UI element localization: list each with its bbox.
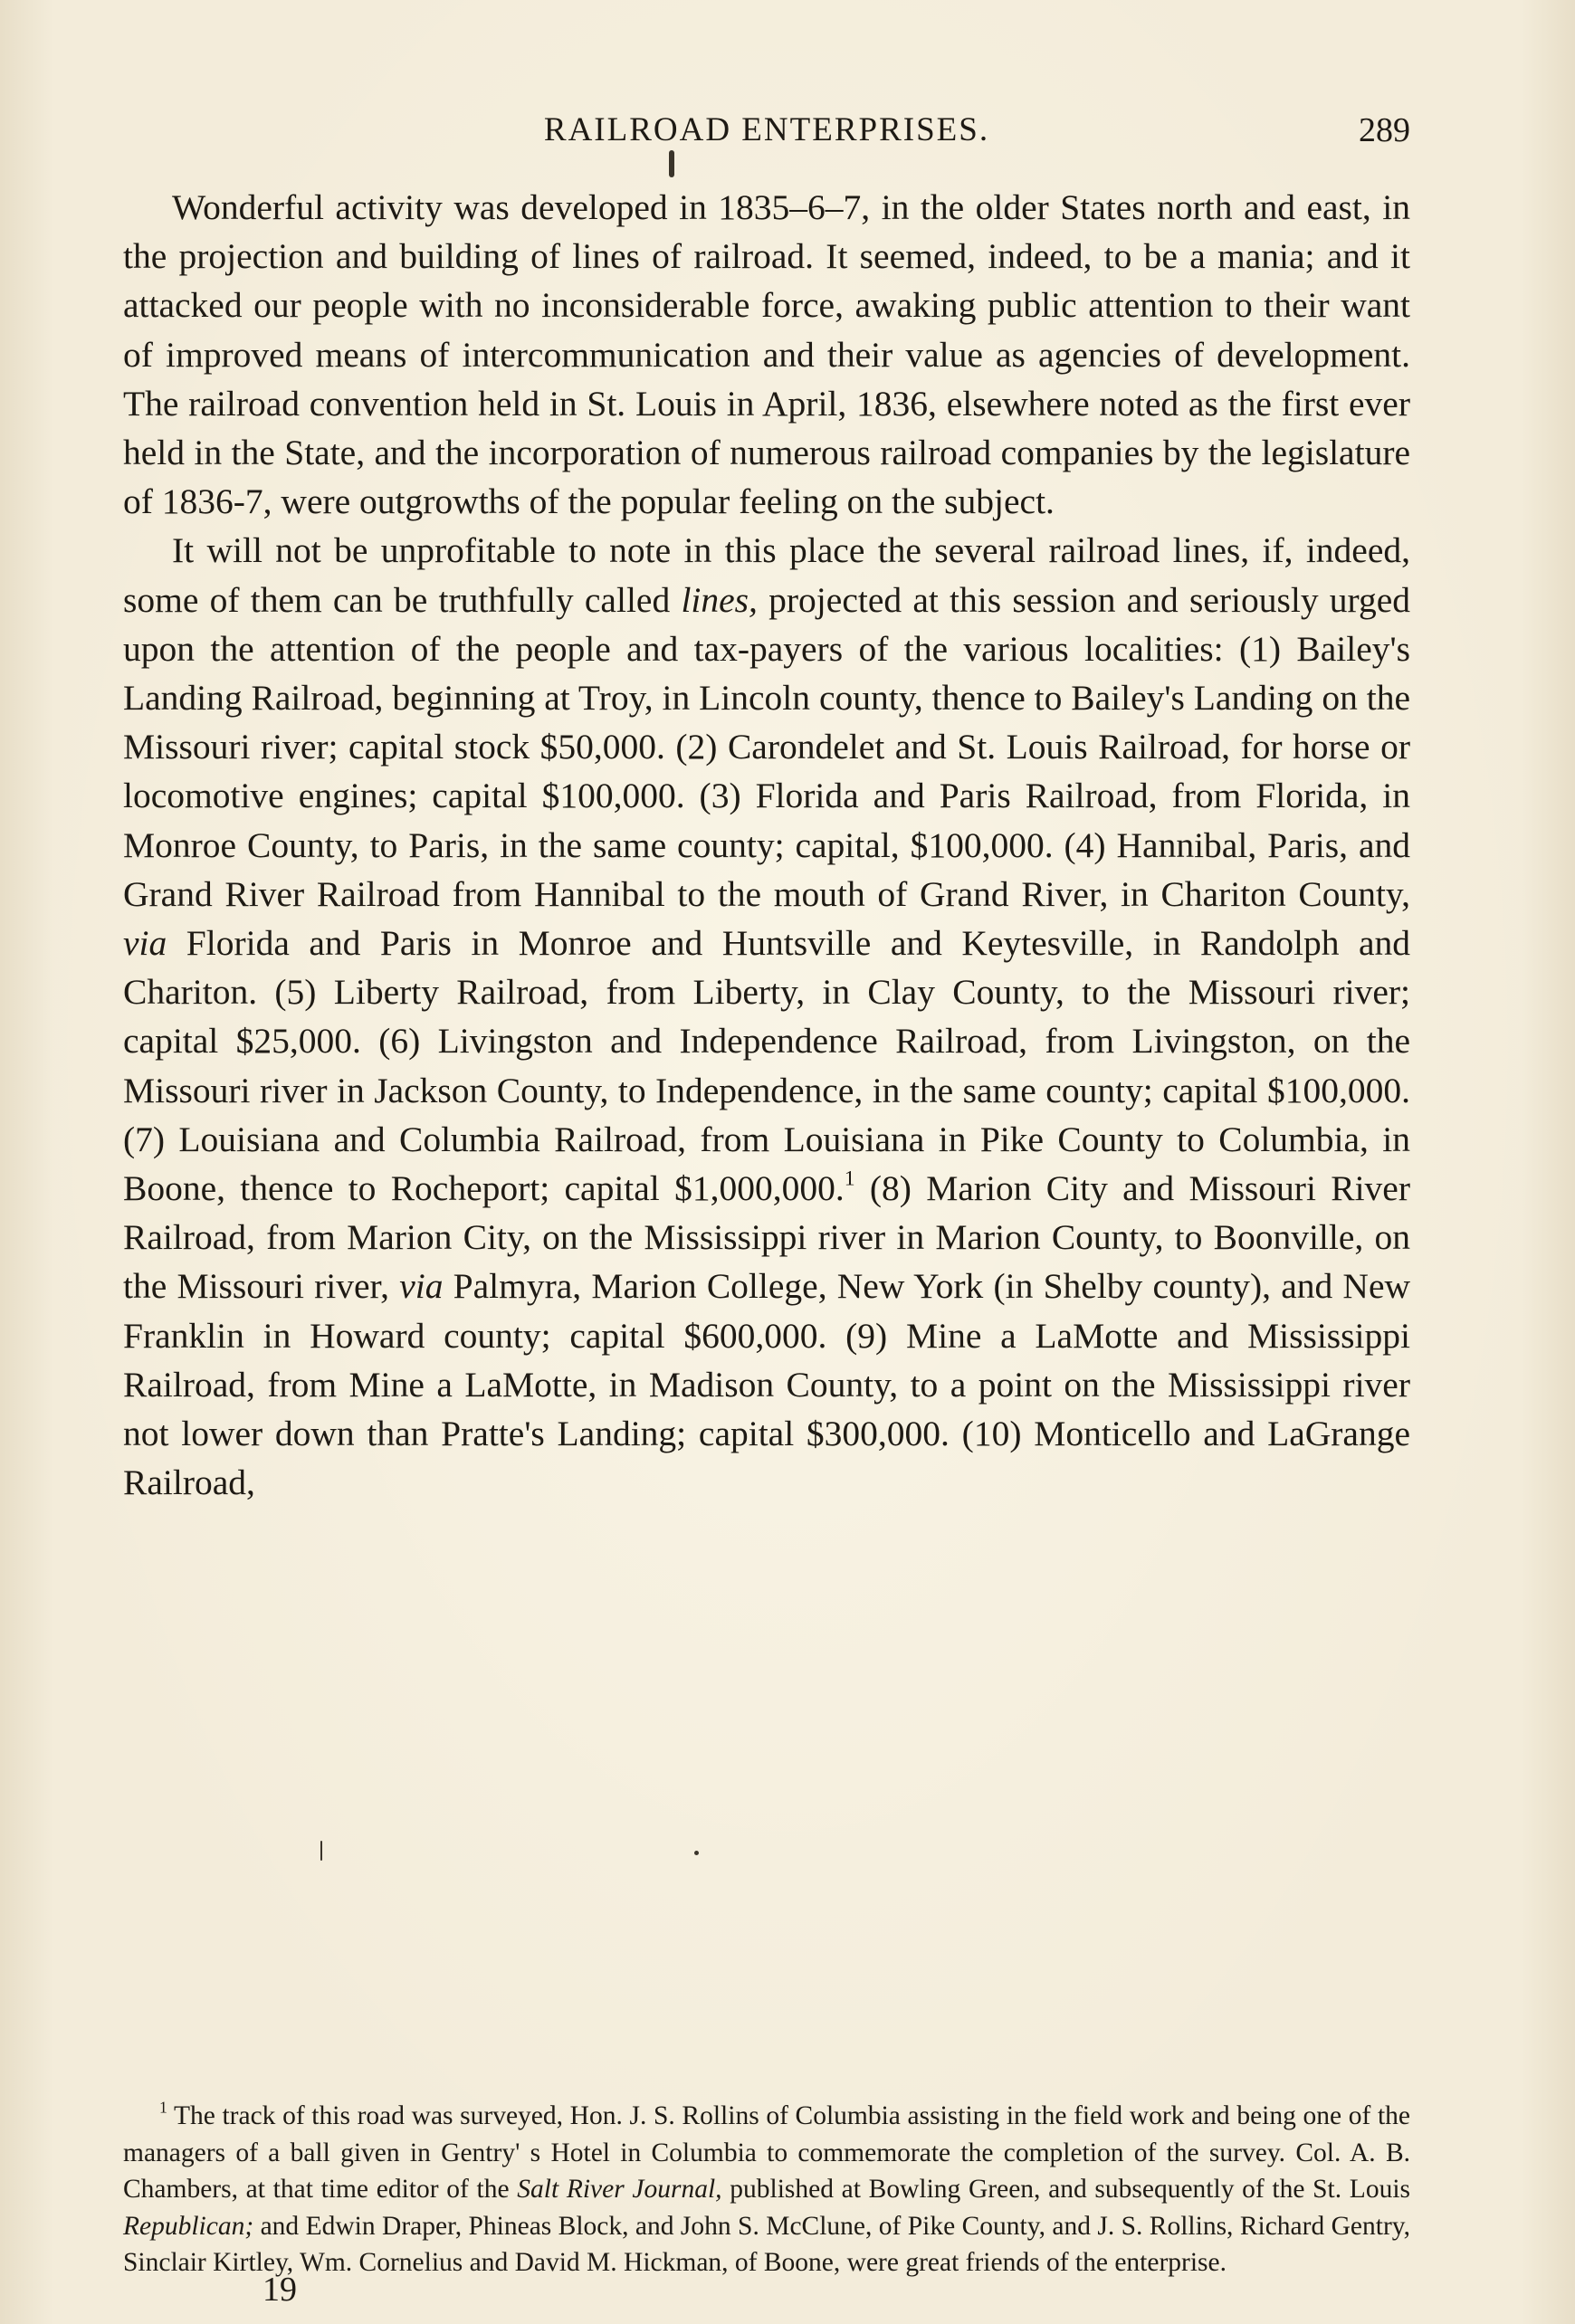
footnote-reference: 1: [844, 1167, 855, 1191]
italic-salt-river-journal: Salt River Journal,: [517, 2175, 722, 2204]
paragraph-1-text: Wonderful activity was developed in 1835–6–7, in the older States north and east, in the projection and building of lines of railroad. It seemed, indeed, to be a mania; and it attacked our people with no inconsiderable force, awaking public attention to their want of improved means of intercommunication and their value as agencies of development. The railroad convention held in St. Louis in April, 1836, elsewhere noted as the first ever held in the State, and the incorporation of numerous railroad companies by the legislature of 1836-7, were outgrowths of the popular feeling on the subject.: [123, 187, 1410, 522]
paragraph-2-text-b: projected at this session and seriously urged upon the attention of the people and tax-payers of the various localities: (1) Bailey's Landing Railroad, beginning at Troy, in Lincoln county, thence to Bailey's Landing on the Missouri river; capital stock $50,000. (2) Carondelet and St. Louis Railroad, for horse or locomotive engines; capital $100,000. (3) Florida and Paris Railroad, from Florida, in Monroe County, to Paris, in the same county; capital, $100,000. (4) Hannibal, Paris, and Grand River Railroad from Hannibal to the mouth of Grand River, in Chariton County,: [123, 579, 1411, 914]
footnote-marker: 1: [159, 2098, 167, 2117]
paragraph-2-text-c: Florida and Paris in Monroe and Huntsville and Keytesville, in Randolph and Chariton. (5) Liberty Railroad, from Liberty, in Clay County, to the Missouri river; capital $25,000. (6) Livingston and Independence Railroad, from Livingston, on the Missouri river in Jackson County, to Independence, in the same county; capital $100,000. (7) Louisiana and Columbia Railroad, from Louisiana in Pike County to Columbia, in Boone, thence to Rocheport; capital $1,000,000.: [123, 923, 1411, 1209]
running-title: RAILROAD ENTERPRISES.: [543, 111, 990, 148]
ink-speck: [694, 1851, 699, 1855]
paragraph-2: [123, 526, 1410, 1507]
page-number: 289: [1359, 111, 1410, 149]
italic-lines: lines,: [681, 579, 758, 620]
body-text: [123, 183, 1410, 1507]
paragraph-2-text-a: It will not be unprofitable to note in this place the several railroad lines, if, indeed, some of them can be truthfully called: [123, 530, 1410, 620]
running-head: [123, 110, 1410, 156]
ink-speck: [320, 1841, 322, 1861]
footnote-text-c: and Edwin Draper, Phineas Block, and John S. McClune, of Pike County, and J. S. Rollins, Richard Gentry, Sinclair Kirtley, Wm. Cornelius and David M. Hickman, of Boone, were great friends of the enterprise.: [123, 2211, 1410, 2277]
signature-mark: 19: [262, 2271, 297, 2309]
paragraph-2-text-e: Palmyra, Marion College, New York (in Shelby county), and New Franklin in Howard county; capital $600,000. (9) Mine a LaMotte and Mississippi Railroad, from Mine a LaMotte, in Madison County, to a point on the Mississippi river not lower down than Pratte's Landing; capital $300,000. (10) Monticello and LaGrange Railroad,: [123, 1266, 1411, 1503]
paragraph-1: [123, 183, 1410, 526]
italic-via: via: [123, 923, 167, 964]
footnote-text-a: The track of this road was surveyed, Hon. J. S. Rollins of Columbia assisting in the field work and being one of the managers of a ball given in Gentry' s Hotel in Columbia to commemorate the completion of the survey. Col. A. B. Chambers, at that time editor of the: [123, 2101, 1411, 2204]
paragraph-2-text-d: (8) Marion City and Missouri River Railroad, from Marion City, on the Mississippi river in Marion County, to Boonville, on the Missouri river,: [123, 1168, 1410, 1307]
italic-republican: Republican;: [123, 2211, 254, 2241]
italic-via: via: [399, 1266, 444, 1307]
footnotes: [123, 2098, 1410, 2281]
footnote-1: [123, 2098, 1410, 2281]
ink-speck: [669, 150, 674, 177]
footnote-text-b: published at Bowling Green, and subsequently of the St. Louis: [730, 2175, 1411, 2204]
